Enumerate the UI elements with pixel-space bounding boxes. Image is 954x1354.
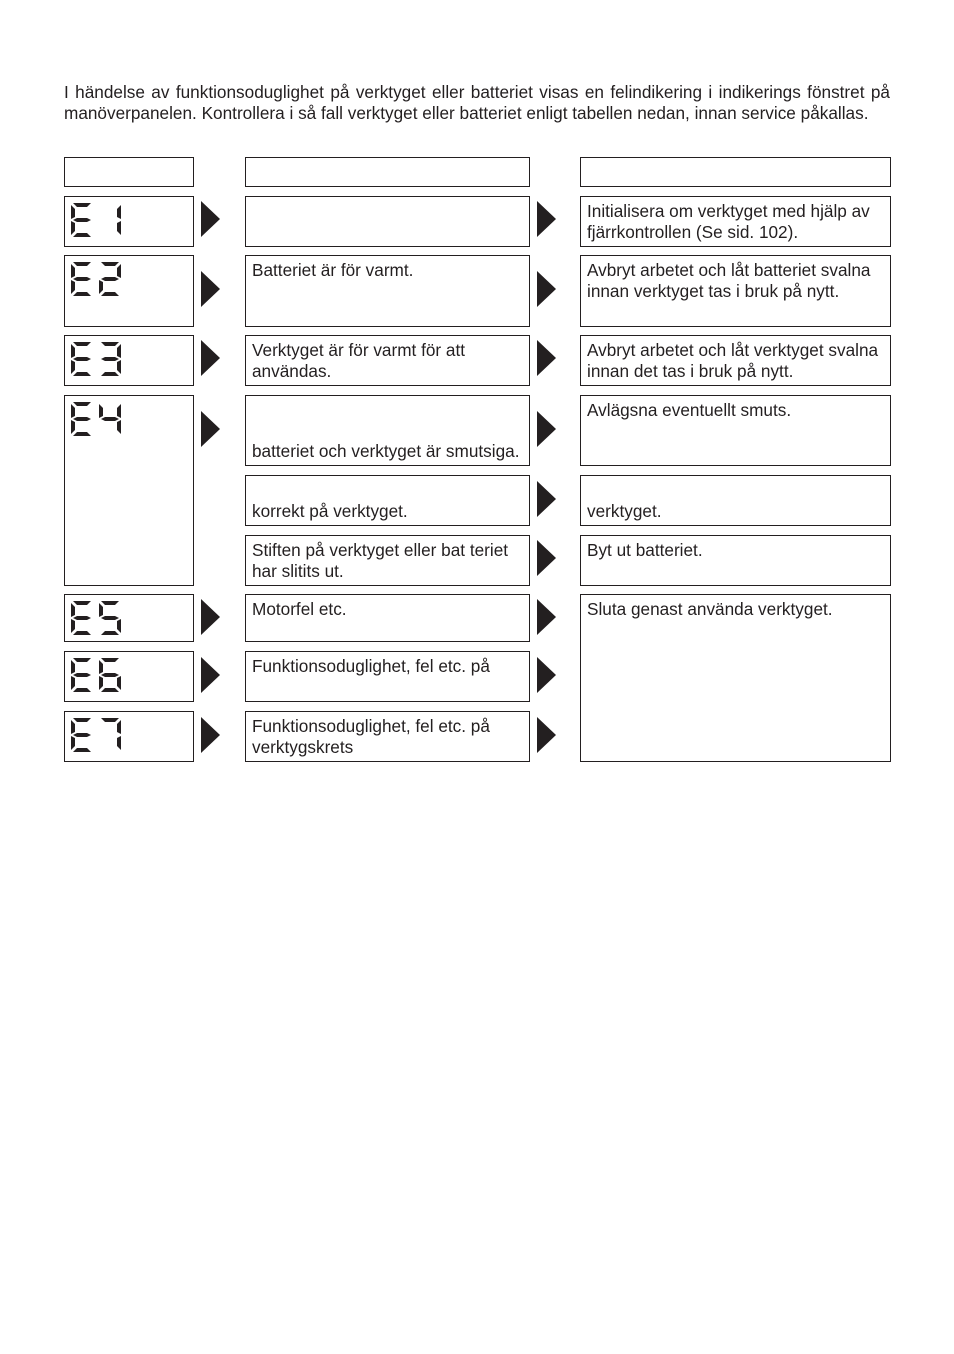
arrow-icon — [201, 717, 220, 753]
cause-cell: Motorfel etc. — [245, 594, 530, 642]
arrow-icon — [537, 340, 556, 376]
cause-cell — [245, 475, 530, 526]
header-cause-cell — [245, 157, 530, 187]
seven-segment-icon — [69, 201, 129, 241]
arrow-icon — [201, 340, 220, 376]
arrow-icon — [201, 271, 220, 307]
cause-cell: Batteriet är för varmt. — [245, 255, 530, 327]
cause-cell — [245, 196, 530, 247]
cause-cell: Funktionsoduglighet, fel etc. på — [245, 651, 530, 702]
header-action-cell — [580, 157, 891, 187]
error-code-cell-e5 — [64, 594, 194, 642]
arrow-icon — [201, 411, 220, 447]
seven-segment-icon — [69, 340, 129, 380]
intro-paragraph: I händelse av funktionsoduglighet på verktyget eller batteriet visas en felindikering i indikerings fönstret på manöverpanelen. Kontrollera i så fall verktyget eller batteriet enligt tabellen nedan, innan service påkallas. — [64, 82, 890, 123]
cause-cell: Funktionsoduglighet, fel etc. på verktygskrets — [245, 711, 530, 762]
arrow-icon — [201, 599, 220, 635]
action-cell — [580, 475, 891, 526]
action-cell: Avbryt arbetet och låt verktyget svalna innan det tas i bruk på nytt. — [580, 335, 891, 386]
arrow-icon — [537, 657, 556, 693]
seven-segment-icon — [69, 400, 129, 440]
action-cell: Initialisera om verktyget med hjälp av fjärrkontrollen (Se sid. 102). — [580, 196, 891, 247]
segment-display-e2 — [69, 260, 129, 300]
cause-text: batteriet och verktyget är smutsiga. — [252, 440, 520, 461]
arrow-icon — [537, 540, 556, 576]
error-code-cell-e2 — [64, 255, 194, 327]
segment-display-e5 — [69, 599, 129, 639]
error-code-cell-e7 — [64, 711, 194, 762]
arrow-icon — [537, 481, 556, 517]
segment-display-e6 — [69, 656, 129, 696]
action-cell: Avbryt arbetet och låt batteriet svalna innan verktyget tas i bruk på nytt. — [580, 255, 891, 327]
segment-display-e4 — [69, 400, 129, 440]
arrow-icon — [537, 717, 556, 753]
arrow-icon — [537, 201, 556, 237]
cause-cell: Verktyget är för varmt för att användas. — [245, 335, 530, 386]
cause-text: korrekt på verktyget. — [252, 500, 408, 521]
error-code-cell-e3 — [64, 335, 194, 386]
error-code-cell-e1 — [64, 196, 194, 247]
error-code-cell-e4 — [64, 395, 194, 586]
header-code-cell — [64, 157, 194, 187]
segment-display-e7 — [69, 716, 129, 756]
seven-segment-icon — [69, 599, 129, 639]
action-cell: Sluta genast använda verktyget. — [580, 594, 891, 762]
segment-display-e1 — [69, 201, 129, 241]
arrow-icon — [201, 657, 220, 693]
arrow-icon — [537, 411, 556, 447]
arrow-icon — [537, 599, 556, 635]
arrow-icon — [201, 201, 220, 237]
cause-cell — [245, 395, 530, 466]
action-cell: Avlägsna eventuellt smuts. — [580, 395, 891, 466]
arrow-icon — [537, 271, 556, 307]
seven-segment-icon — [69, 716, 129, 756]
cause-cell: Stiften på verktyget eller bat teriet har slitits ut. — [245, 535, 530, 586]
segment-display-e3 — [69, 340, 129, 380]
action-text: verktyget. — [587, 500, 662, 521]
error-code-cell-e6 — [64, 651, 194, 702]
seven-segment-icon — [69, 260, 129, 300]
seven-segment-icon — [69, 656, 129, 696]
action-cell: Byt ut batteriet. — [580, 535, 891, 586]
